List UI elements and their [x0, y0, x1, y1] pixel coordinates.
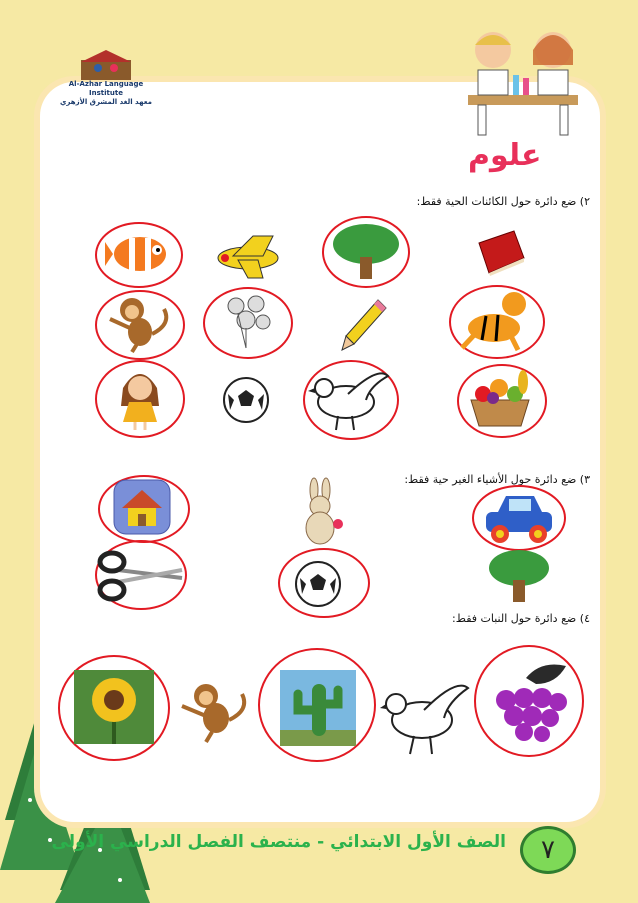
question-2: ٢) ضع دائرة حول الكائنات الحية فقط:: [416, 195, 590, 208]
question-3: ٣) ضع دائرة حول الأشياء الغير حية فقط:: [404, 473, 590, 486]
scientists-icon: [458, 20, 588, 140]
footer-title: الصف الأول الابتدائي - منتصف الفصل الدراسي الأولى: [51, 832, 506, 852]
monkey-icon: [174, 680, 254, 744]
soccer-ball-icon: [292, 560, 344, 608]
house-icon: [112, 478, 172, 536]
institute-logo: [56, 50, 156, 107]
soccer-ball-icon: [220, 376, 272, 424]
fruit-basket-icon: [465, 370, 535, 430]
tree-icon: [330, 222, 402, 282]
rabbit-icon: [292, 480, 348, 546]
tiger-icon: [456, 288, 538, 354]
monkey-icon: [102, 294, 178, 354]
logo-english: Al-Azhar Language Institute: [68, 80, 144, 97]
bird-icon: [380, 678, 472, 758]
book-icon: [474, 228, 526, 278]
girl-icon: [115, 366, 165, 430]
logo-icon: [76, 50, 136, 80]
pencil-icon: [340, 296, 390, 352]
logo-arabic: معهد الغد المشرق الأزهري: [59, 98, 152, 106]
tree-icon: [486, 548, 552, 604]
bird-icon: [308, 366, 392, 434]
car-icon: [482, 490, 556, 546]
question-4: ٤) ضع دائرة حول النبات فقط:: [452, 612, 590, 625]
grapes-icon: [486, 660, 576, 746]
sunflower-icon: [74, 670, 154, 744]
fish-icon: [105, 232, 175, 277]
scissors-icon: [98, 548, 184, 604]
flowers-icon: [218, 292, 278, 350]
subject-title: علوم: [468, 138, 542, 173]
cactus-icon: [280, 670, 356, 746]
airplane-icon: [213, 228, 283, 283]
page-number: ٧: [520, 826, 576, 874]
